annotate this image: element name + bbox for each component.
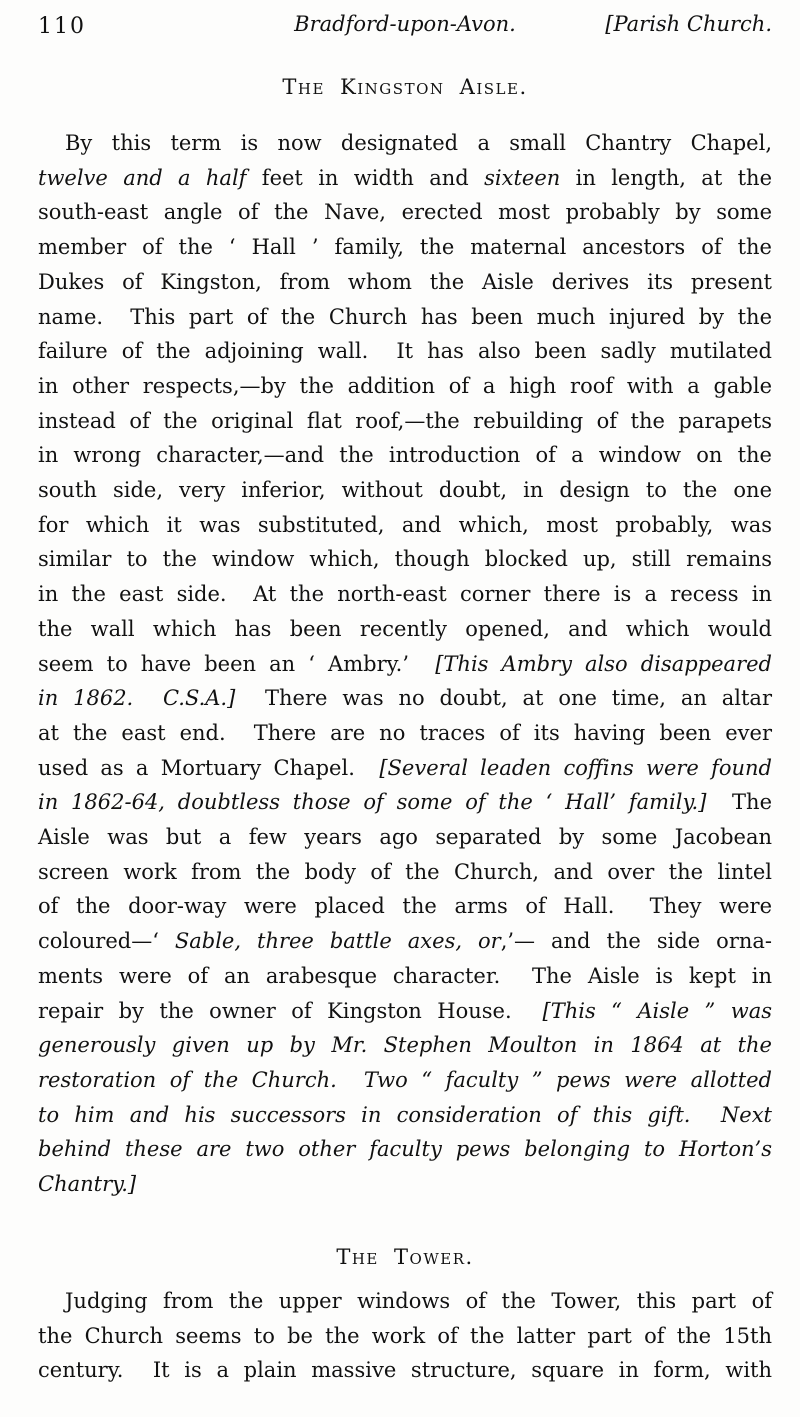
text-run: in the east side. At the north-east corner there is a recess in: [38, 582, 772, 607]
text-line: [38, 924, 772, 959]
running-title: Bradford-upon-Avon.: [294, 12, 516, 36]
text-run: in length, at the: [560, 165, 773, 190]
text-line: [38, 1028, 772, 1063]
italic-text-run: generously given up by Mr. Stephen Moulton in 1864 at the: [38, 1033, 772, 1058]
text-run: Judging from the upper windows of the Tower, this part of: [65, 1288, 772, 1313]
section-tower: [38, 1244, 772, 1388]
text-line: [38, 126, 772, 161]
text-line: [38, 1098, 772, 1133]
section-body: [38, 1284, 772, 1388]
text-line: [38, 751, 772, 786]
italic-text-run: Chantry.]: [38, 1172, 137, 1197]
text-run: By this term is now designated a small Chantry Chapel,: [65, 131, 772, 155]
text-line: [38, 161, 772, 196]
text-run: of the door-way were placed the arms of Hall. They were: [38, 894, 772, 919]
italic-text-run: to him and his successors in consideration of this gift. Next: [38, 1102, 772, 1127]
text-run: similar to the window which, though blocked up, still remains: [38, 547, 772, 572]
text-line: [38, 577, 772, 612]
text-line: [38, 1284, 772, 1319]
italic-text-run: in 1862-64, doubtless those of some of the ‘ Hall’ family.]: [38, 790, 707, 815]
italic-text-run: [This “ Aisle ” was: [542, 998, 772, 1023]
text-run: seem to have been an ‘ Ambry.’: [38, 651, 436, 676]
italic-text-run: Sable, three battle axes, or: [174, 929, 501, 954]
running-head-right: [Parish Church.: [605, 12, 772, 36]
italic-text-run: in 1862. C.S.A.]: [38, 686, 236, 711]
text-line: [38, 195, 772, 230]
text-line: [38, 820, 772, 855]
text-run: screen work from the body of the Church, and over the lintel: [38, 859, 772, 884]
text-line: [38, 404, 772, 439]
text-run: for which it was substituted, and which, most probably, was: [38, 512, 772, 537]
text-run: Aisle was but a few years ago separated by some Jacobean: [38, 825, 772, 850]
text-run: coloured—‘: [38, 929, 175, 954]
italic-text-run: [This Ambry also disappeared: [435, 651, 772, 676]
text-line: [38, 1167, 772, 1202]
text-line: [38, 334, 772, 369]
text-run: member of the ‘ Hall ’ family, the maternal ancestors of the: [38, 235, 772, 260]
italic-text-run: behind these are two other faculty pews belonging to Horton’s: [38, 1137, 772, 1162]
text-line: [38, 1132, 772, 1167]
section-heading: The Tower.: [336, 1244, 474, 1269]
text-line: [38, 889, 772, 924]
text-line: [38, 612, 772, 647]
text-line: [38, 994, 772, 1029]
text-line: [38, 265, 772, 300]
text-line: [38, 300, 772, 335]
page-number: 110: [38, 14, 86, 39]
text-line: [38, 1353, 772, 1388]
text-line: [38, 1319, 772, 1354]
italic-text-run: [Several leaden coffins were found: [379, 755, 772, 780]
text-line: [38, 681, 772, 716]
section-body: [38, 126, 772, 1202]
italic-text-run: twelve and a half: [38, 165, 247, 190]
text-run: repair by the owner of Kingston House.: [38, 998, 543, 1023]
text-line: [38, 230, 772, 265]
text-line: [38, 508, 772, 543]
text-line: [38, 369, 772, 404]
paragraph: [38, 1284, 772, 1388]
text-run: feet in width and: [246, 165, 485, 190]
running-head: [38, 12, 772, 44]
text-line: [38, 855, 772, 890]
text-run: Dukes of Kingston, from whom the Aisle derives its present: [38, 269, 772, 294]
text-line: [38, 542, 772, 577]
italic-text-run: restoration of the Church. Two “ faculty ” pews were allotted: [38, 1067, 772, 1092]
text-run: failure of the adjoining wall. It has also been sadly mutilated: [38, 339, 772, 364]
text-run: ,’— and the side orna-: [500, 929, 772, 954]
text-run: There was no doubt, at one time, an altar: [235, 686, 772, 711]
text-run: at the east end. There are no traces of its having been ever: [38, 720, 772, 745]
text-run: the wall which has been recently opened, and which would: [38, 616, 772, 641]
italic-text-run: sixteen: [484, 165, 561, 190]
text-run: the Church seems to be the work of the latter part of the 15th: [38, 1323, 772, 1348]
text-run: south-east angle of the Nave, erected most probably by some: [38, 200, 772, 225]
text-run: instead of the original flat roof,—the rebuilding of the parapets: [38, 408, 772, 433]
text-run: south side, very inferior, without doubt, in design to the one: [38, 478, 772, 503]
text-run: name. This part of the Church has been much injured by the: [38, 304, 772, 329]
text-line: [38, 785, 772, 820]
text-run: ments were of an arabesque character. The Aisle is kept in: [38, 963, 772, 988]
text-line: [38, 716, 772, 751]
text-run: in wrong character,—and the introduction of a window on the: [38, 443, 772, 468]
text-line: [38, 959, 772, 994]
text-line: [38, 438, 772, 473]
text-run: used as a Mortuary Chapel.: [38, 755, 380, 780]
text-run: in other respects,—by the addition of a high roof with a gable: [38, 373, 772, 398]
paragraph: [38, 126, 772, 1202]
text-line: [38, 647, 772, 682]
section-kingston-aisle: [38, 74, 772, 1202]
text-line: [38, 473, 772, 508]
text-run: century. It is a plain massive structure, square in form, with: [38, 1358, 772, 1383]
text-run: The: [706, 790, 772, 815]
section-heading: The Kingston Aisle.: [282, 75, 528, 99]
text-line: [38, 1063, 772, 1098]
